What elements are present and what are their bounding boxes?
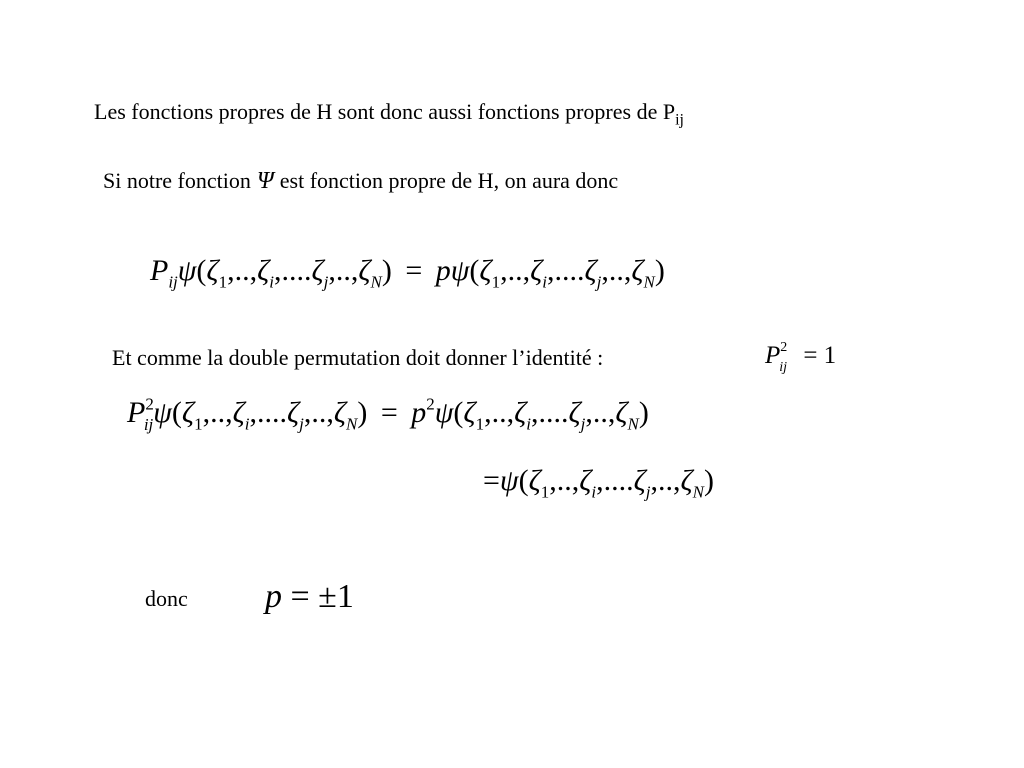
identity-sup: 2 xyxy=(780,340,788,356)
identity-sub: ij xyxy=(779,360,788,376)
psi-symbol: Ψ xyxy=(256,168,274,194)
eigenvalue-p: p xyxy=(411,396,427,429)
double-permutation-text: Et comme la double permutation doit donner l’identité : xyxy=(112,345,604,370)
psi-symbol: ψ xyxy=(434,396,454,429)
identity-formula xyxy=(765,340,837,376)
psi-statement-after: est fonction propre de H, on aura donc xyxy=(279,168,619,193)
conclusion-var: p xyxy=(265,578,282,615)
equals-sign: = xyxy=(483,464,500,497)
eigen-equation: $P_{ij}\psi(\zeta_1,..,\zeta_i,....\zeta_j,..,\zeta_N) = p\psi(\zeta_1,..,\zeta_i,....\zeta_j,..,\zeta_N)$ xyxy=(150,254,665,292)
psi-symbol: ψ xyxy=(153,396,172,429)
psi-statement xyxy=(103,169,618,193)
eigenvalue-p: p xyxy=(435,254,451,287)
identity-rhs: = 1 xyxy=(803,342,837,369)
intro-statement xyxy=(94,99,684,129)
identity-op: P xyxy=(765,342,781,369)
conclusion-label xyxy=(145,588,188,610)
psi-symbol: ψ xyxy=(499,464,519,497)
conclusion-rhs: = ±1 xyxy=(290,578,354,615)
op-sup: 2 xyxy=(145,394,154,414)
op-P: P xyxy=(150,254,169,287)
conclusion-label-text: donc xyxy=(145,586,188,611)
psi-symbol: ψ xyxy=(450,254,470,287)
op-sub-ij: ij xyxy=(143,414,154,434)
double-permutation-statement xyxy=(112,347,603,369)
psi-statement-before: Si notre fonction xyxy=(103,168,251,193)
op-P: P xyxy=(127,396,146,429)
intro-statement-subscript: ij xyxy=(675,111,684,129)
conclusion-formula xyxy=(265,580,354,614)
psi-symbol: ψ xyxy=(177,254,197,287)
intro-statement-text: Les fonctions propres de H sont donc aussi fonctions propres de P xyxy=(94,99,676,124)
result-equation: $=\psi(\zeta_1,..,\zeta_i,....\zeta_j,..,\zeta_N)$ xyxy=(483,464,714,502)
squared-equation: $P^2_{ij}\psi(\zeta_1,..,\zeta_i,....\zeta_j,..,\zeta_N) = p^2\psi(\zeta_1,..,\zeta_i,....\zeta_j,..,\zeta_N)$ xyxy=(127,394,649,434)
eigenvalue-sup: 2 xyxy=(426,394,435,414)
op-sub-ij: ij xyxy=(168,272,178,292)
